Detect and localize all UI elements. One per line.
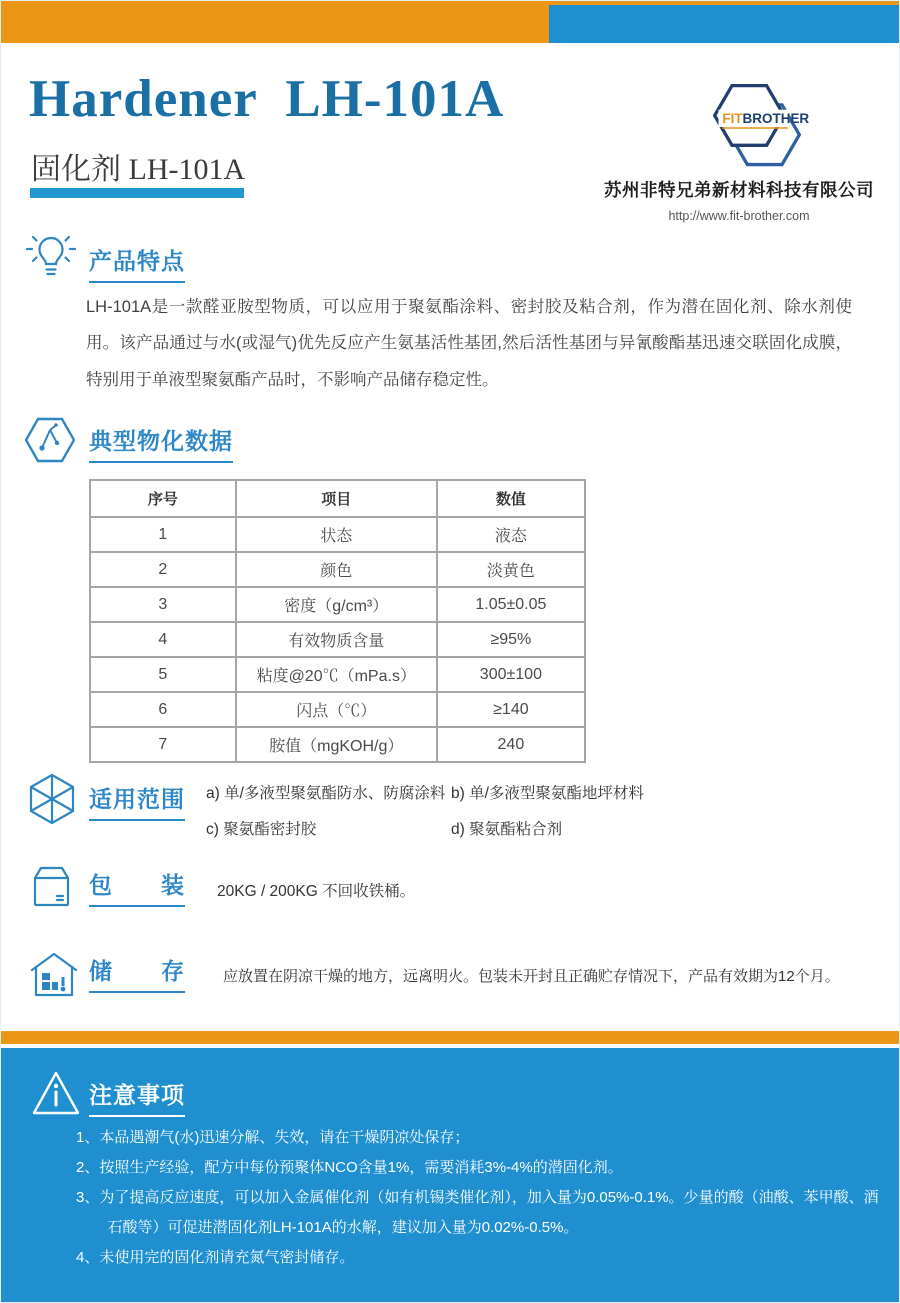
table-row <box>90 587 585 622</box>
row-item: 颜色 <box>236 552 437 587</box>
row-item: 密度（g/cm³） <box>236 587 437 622</box>
application-item: c) 聚氨酯密封胶 <box>206 821 317 838</box>
row-value: 1.05±0.05 <box>437 587 585 622</box>
row-index: 1 <box>90 517 236 552</box>
svg-text:FITBROTHER <box>722 111 809 126</box>
table-row <box>90 622 585 657</box>
features-section-title: 产品特点 <box>89 243 185 283</box>
row-item: 粘度@20℃（mPa.s） <box>236 657 437 692</box>
warehouse-icon <box>29 949 79 999</box>
company-name: 苏州非特兄弟新材料科技有限公司 <box>604 180 874 200</box>
table-row <box>90 517 585 552</box>
row-value: ≥95% <box>437 622 585 657</box>
table-header-item: 项目 <box>236 480 437 517</box>
applications-list <box>206 781 856 839</box>
page-subtitle: 固化剂 LH-101A <box>31 153 246 186</box>
bottom-orange-divider <box>1 1031 900 1044</box>
application-item: a) 单/多液型聚氨酯防水、防腐涂料 <box>206 785 446 802</box>
storage-body-text: 应放置在阴凉干燥的地方，远离明火。包装未开封且正确贮存情况下，产品有效期为12个月。 <box>223 968 840 985</box>
row-item: 胺值（mgKOH/g） <box>236 727 437 762</box>
company-website: http://www.fit-brother.com <box>668 209 810 223</box>
application-item: d) 聚氨酯粘合剂 <box>451 821 563 838</box>
company-logo <box>699 77 815 179</box>
row-value: 240 <box>437 727 585 762</box>
notes-section-title: 注意事项 <box>89 1077 185 1117</box>
note-item: 2、按照生产经验，配方中每份预聚体NCO含量1%，需要消耗3%-4%的潜固化剂。 <box>76 1159 623 1176</box>
logo-brother-text: BROTHER <box>742 111 810 127</box>
header-blue-bar <box>549 5 900 43</box>
hexagon-molecule-icon <box>25 417 75 463</box>
row-index: 7 <box>90 727 236 762</box>
row-value: ≥140 <box>437 692 585 727</box>
warning-triangle-icon <box>31 1069 81 1117</box>
storage-section-title: 储 存 <box>89 953 185 993</box>
note-item: 1、本品遇潮气(水)迅速分解、失效，请在干燥阴凉处保存； <box>76 1129 470 1146</box>
hexagon-wireframe-icon <box>27 773 77 825</box>
packaging-body-text: 20KG / 200KG 不回收铁桶。 <box>217 883 416 900</box>
row-index: 3 <box>90 587 236 622</box>
table-header-value: 数值 <box>437 480 585 517</box>
package-box-icon <box>29 863 75 911</box>
header-orange-bar <box>1 5 549 43</box>
row-item: 闪点（℃） <box>236 692 437 727</box>
row-item: 有效物质含量 <box>236 622 437 657</box>
packaging-section-title: 包 装 <box>89 867 185 907</box>
logo-fit-text: FIT <box>722 111 743 127</box>
table-row <box>90 692 585 727</box>
application-item: b) 单/多液型聚氨酯地坪材料 <box>451 785 644 802</box>
fitbrother-logo-icon <box>699 77 815 179</box>
row-value: 液态 <box>437 517 585 552</box>
properties-section-title: 典型物化数据 <box>89 423 233 463</box>
row-index: 2 <box>90 552 236 587</box>
note-item: 3、为了提高反应速度，可以加入金属催化剂（如有机锡类催化剂），加入量为0.05%-0.1%。少量的酸（油酸、苯甲酸、酒石酸等）可促进潜固化剂LH-101A的水解，建议加入量为0.02%-0.5%。 <box>76 1189 879 1236</box>
features-body-text: LH-101A是一款醛亚胺型物质，可以应用于聚氨酯涂料、密封胶及粘合剂，作为潜在固化剂、除水剂使用。该产品通过与水(或湿气)优先反应产生氨基活性基团,然后活性基团与异氰酸酯基迅速交联固化成膜，特别用于单液型聚氨酯产品时，不影响产品储存稳定性。 <box>86 298 852 389</box>
notes-list <box>76 1123 884 1273</box>
table-header-row <box>90 480 585 517</box>
row-value: 300±100 <box>437 657 585 692</box>
properties-table <box>89 479 586 763</box>
row-index: 5 <box>90 657 236 692</box>
table-row <box>90 657 585 692</box>
note-item: 4、未使用完的固化剂请充氮气密封储存。 <box>76 1249 355 1266</box>
applications-section-title: 适用范围 <box>89 781 185 821</box>
table-header-index: 序号 <box>90 480 236 517</box>
row-index: 6 <box>90 692 236 727</box>
table-row <box>90 727 585 762</box>
row-value: 淡黄色 <box>437 552 585 587</box>
subtitle-underline-bar <box>30 188 244 198</box>
page-title: Hardener LH-101A <box>29 70 505 128</box>
row-item: 状态 <box>236 517 437 552</box>
row-index: 4 <box>90 622 236 657</box>
lightbulb-icon <box>25 231 77 287</box>
company-block <box>589 177 889 223</box>
table-row <box>90 552 585 587</box>
